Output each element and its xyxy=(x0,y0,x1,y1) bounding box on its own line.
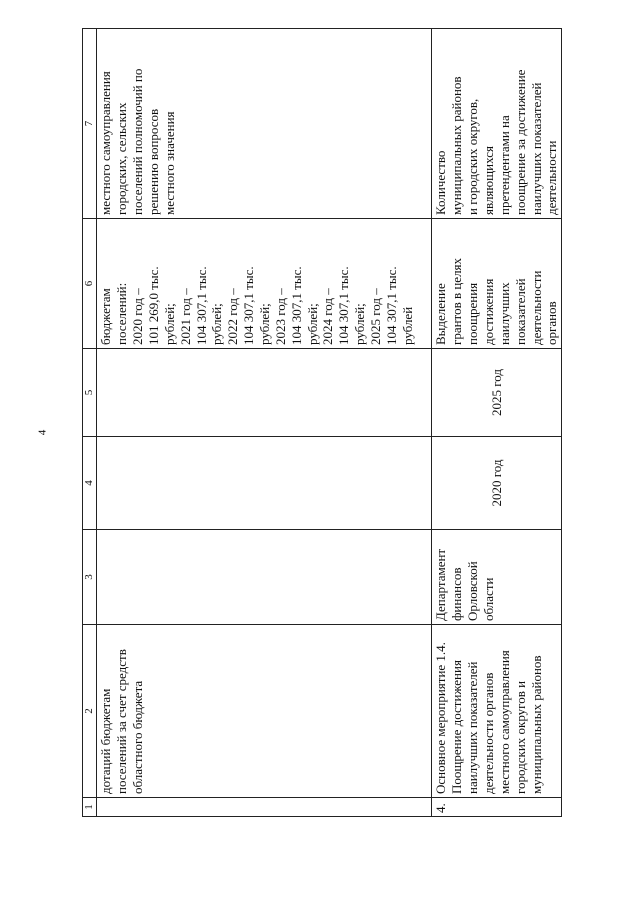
page-number: 4 xyxy=(36,429,49,436)
column-header: 2 xyxy=(83,625,97,798)
end-year-cell xyxy=(97,349,432,437)
expected-result-cell: Выделение грантов в целях поощрения достижения наилучших показателей деятельности органов xyxy=(432,219,562,349)
executor-cell xyxy=(97,530,432,625)
indicator-cell: местного самоуправления городских, сельских поселений полномочий по решению вопросов местного значения xyxy=(97,29,432,219)
end-year-cell: 2025 год xyxy=(432,349,562,437)
table-row xyxy=(97,29,432,817)
row-number-cell xyxy=(97,798,432,817)
table-row xyxy=(432,29,562,817)
measure-name-cell: Основное мероприятие 1.4. Поощрение достижения наилучших показателей деятельности органов местного самоуправления городских округов и муниципальных районов xyxy=(432,625,562,798)
column-header: 3 xyxy=(83,530,97,625)
expected-result-cell: бюджетам поселений: 2020 год – 101 269,0 тыс. рублей; 2021 год – 104 307,1 тыс. рублей; 2022 год – 104 307,1 тыс. рублей; 2023 год – 104 307,1 тыс. рублей; 2024 год – 104 307,1 тыс. рублей; 2025 год – 104 307,1 тыс. рублей xyxy=(97,219,432,349)
rotated-table-container xyxy=(82,29,560,817)
start-year-cell: 2020 год xyxy=(432,437,562,530)
column-header: 4 xyxy=(83,437,97,530)
measures-table xyxy=(82,28,562,817)
indicator-cell: Количество муниципальных районов и городских округов, являющихся претендентами на поощрение за достижение наилучших показателей деятельности xyxy=(432,29,562,219)
table-header-row xyxy=(83,29,97,817)
executor-cell: Департамент финансов Орловской области xyxy=(432,530,562,625)
column-header: 6 xyxy=(83,219,97,349)
column-header: 1 xyxy=(83,798,97,817)
measure-name-cell: дотаций бюджетам поселений за счет средств областного бюджета xyxy=(97,625,432,798)
column-header: 7 xyxy=(83,29,97,219)
row-number-cell: 4. xyxy=(432,798,562,817)
start-year-cell xyxy=(97,437,432,530)
column-header: 5 xyxy=(83,349,97,437)
